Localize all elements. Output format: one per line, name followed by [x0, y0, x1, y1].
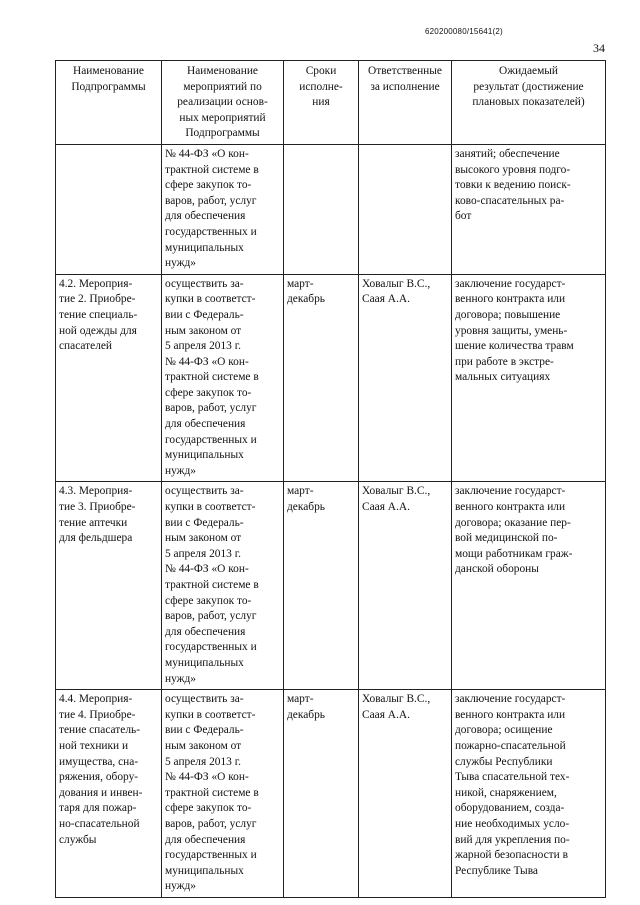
cell-result: занятий; обеспечение высокого уровня подго- товки к ведению поиск- ково-спасательных ра- бот — [452, 144, 606, 274]
table-row — [56, 482, 606, 690]
cell-terms: март- декабрь — [284, 690, 359, 898]
header-subprogram: Наименование Подпрограммы — [56, 61, 162, 145]
cell-activity: осуществить за- купки в соответст- вии с Федераль- ным законом от 5 апреля 2013 г. № 44-ФЗ «О кон- трактной системе в сфере закупок то- варов, работ, услуг для обеспечения государственных и муниципальных нужд» — [162, 482, 284, 690]
cell-activity: № 44-ФЗ «О кон- трактной системе в сфере закупок то- варов, работ, услуг для обеспечения государственных и муниципальных нужд» — [162, 144, 284, 274]
cell-subprogram: 4.2. Мероприя- тие 2. Приобре- тение специаль- ной одежды для спасателей — [56, 274, 162, 482]
header-activity: Наименование мероприятий по реализации основ- ных мероприятий Подпрограммы — [162, 61, 284, 145]
cell-terms: март- декабрь — [284, 274, 359, 482]
cell-activity: осуществить за- купки в соответст- вии с Федераль- ным законом от 5 апреля 2013 г. № 44-ФЗ «О кон- трактной системе в сфере закупок то- варов, работ, услуг для обеспечения государственных и муниципальных нужд» — [162, 690, 284, 898]
cell-subprogram: 4.3. Мероприя- тие 3. Приобре- тение аптечки для фельдшера — [56, 482, 162, 690]
cell-result: заключение государст- венного контракта или договора; оказание пер- вой медицинской по- мощи работникам граж- данской обороны — [452, 482, 606, 690]
cell-terms: март- декабрь — [284, 482, 359, 690]
cell-subprogram — [56, 144, 162, 274]
table-row — [56, 144, 606, 274]
cell-responsible: Ховалыг В.С., Саая А.А. — [359, 274, 452, 482]
subprogram-activities-table — [55, 60, 606, 898]
header-result: Ожидаемый результат (достижение плановых показателей) — [452, 61, 606, 145]
cell-activity: осуществить за- купки в соответст- вии с Федераль- ным законом от 5 апреля 2013 г. № 44-ФЗ «О кон- трактной системе в сфере закупок то- варов, работ, услуг для обеспечения государственных и муниципальных нужд» — [162, 274, 284, 482]
cell-terms — [284, 144, 359, 274]
table-row — [56, 274, 606, 482]
cell-responsible — [359, 144, 452, 274]
table-row — [56, 690, 606, 898]
cell-responsible: Ховалыг В.С., Саая А.А. — [359, 482, 452, 690]
cell-responsible: Ховалыг В.С., Саая А.А. — [359, 690, 452, 898]
table-header-row — [56, 61, 606, 145]
page-number: 34 — [593, 41, 605, 55]
header-terms: Сроки исполне- ния — [284, 61, 359, 145]
header-responsible: Ответственные за исполнение — [359, 61, 452, 145]
document-id: 620200080/15641(2) — [425, 27, 503, 36]
cell-subprogram: 4.4. Мероприя- тие 4. Приобре- тение спасатель- ной техники и имущества, сна- ряжения, обору- дования и инвен- таря для пожар- но-спасательной службы — [56, 690, 162, 898]
cell-result: заключение государст- венного контракта или договора; повышение уровня защиты, умень- шение количества травм при работе в экстре- мальных ситуациях — [452, 274, 606, 482]
cell-result: заключение государст- венного контракта или договора; осищение пожарно-спасательной службы Республики Тыва спасательной тех- никой, снаряжением, оборудованием, созда- ние необходимых усло- вий для укрепления по- жарной безопасности в Республике Тыва — [452, 690, 606, 898]
